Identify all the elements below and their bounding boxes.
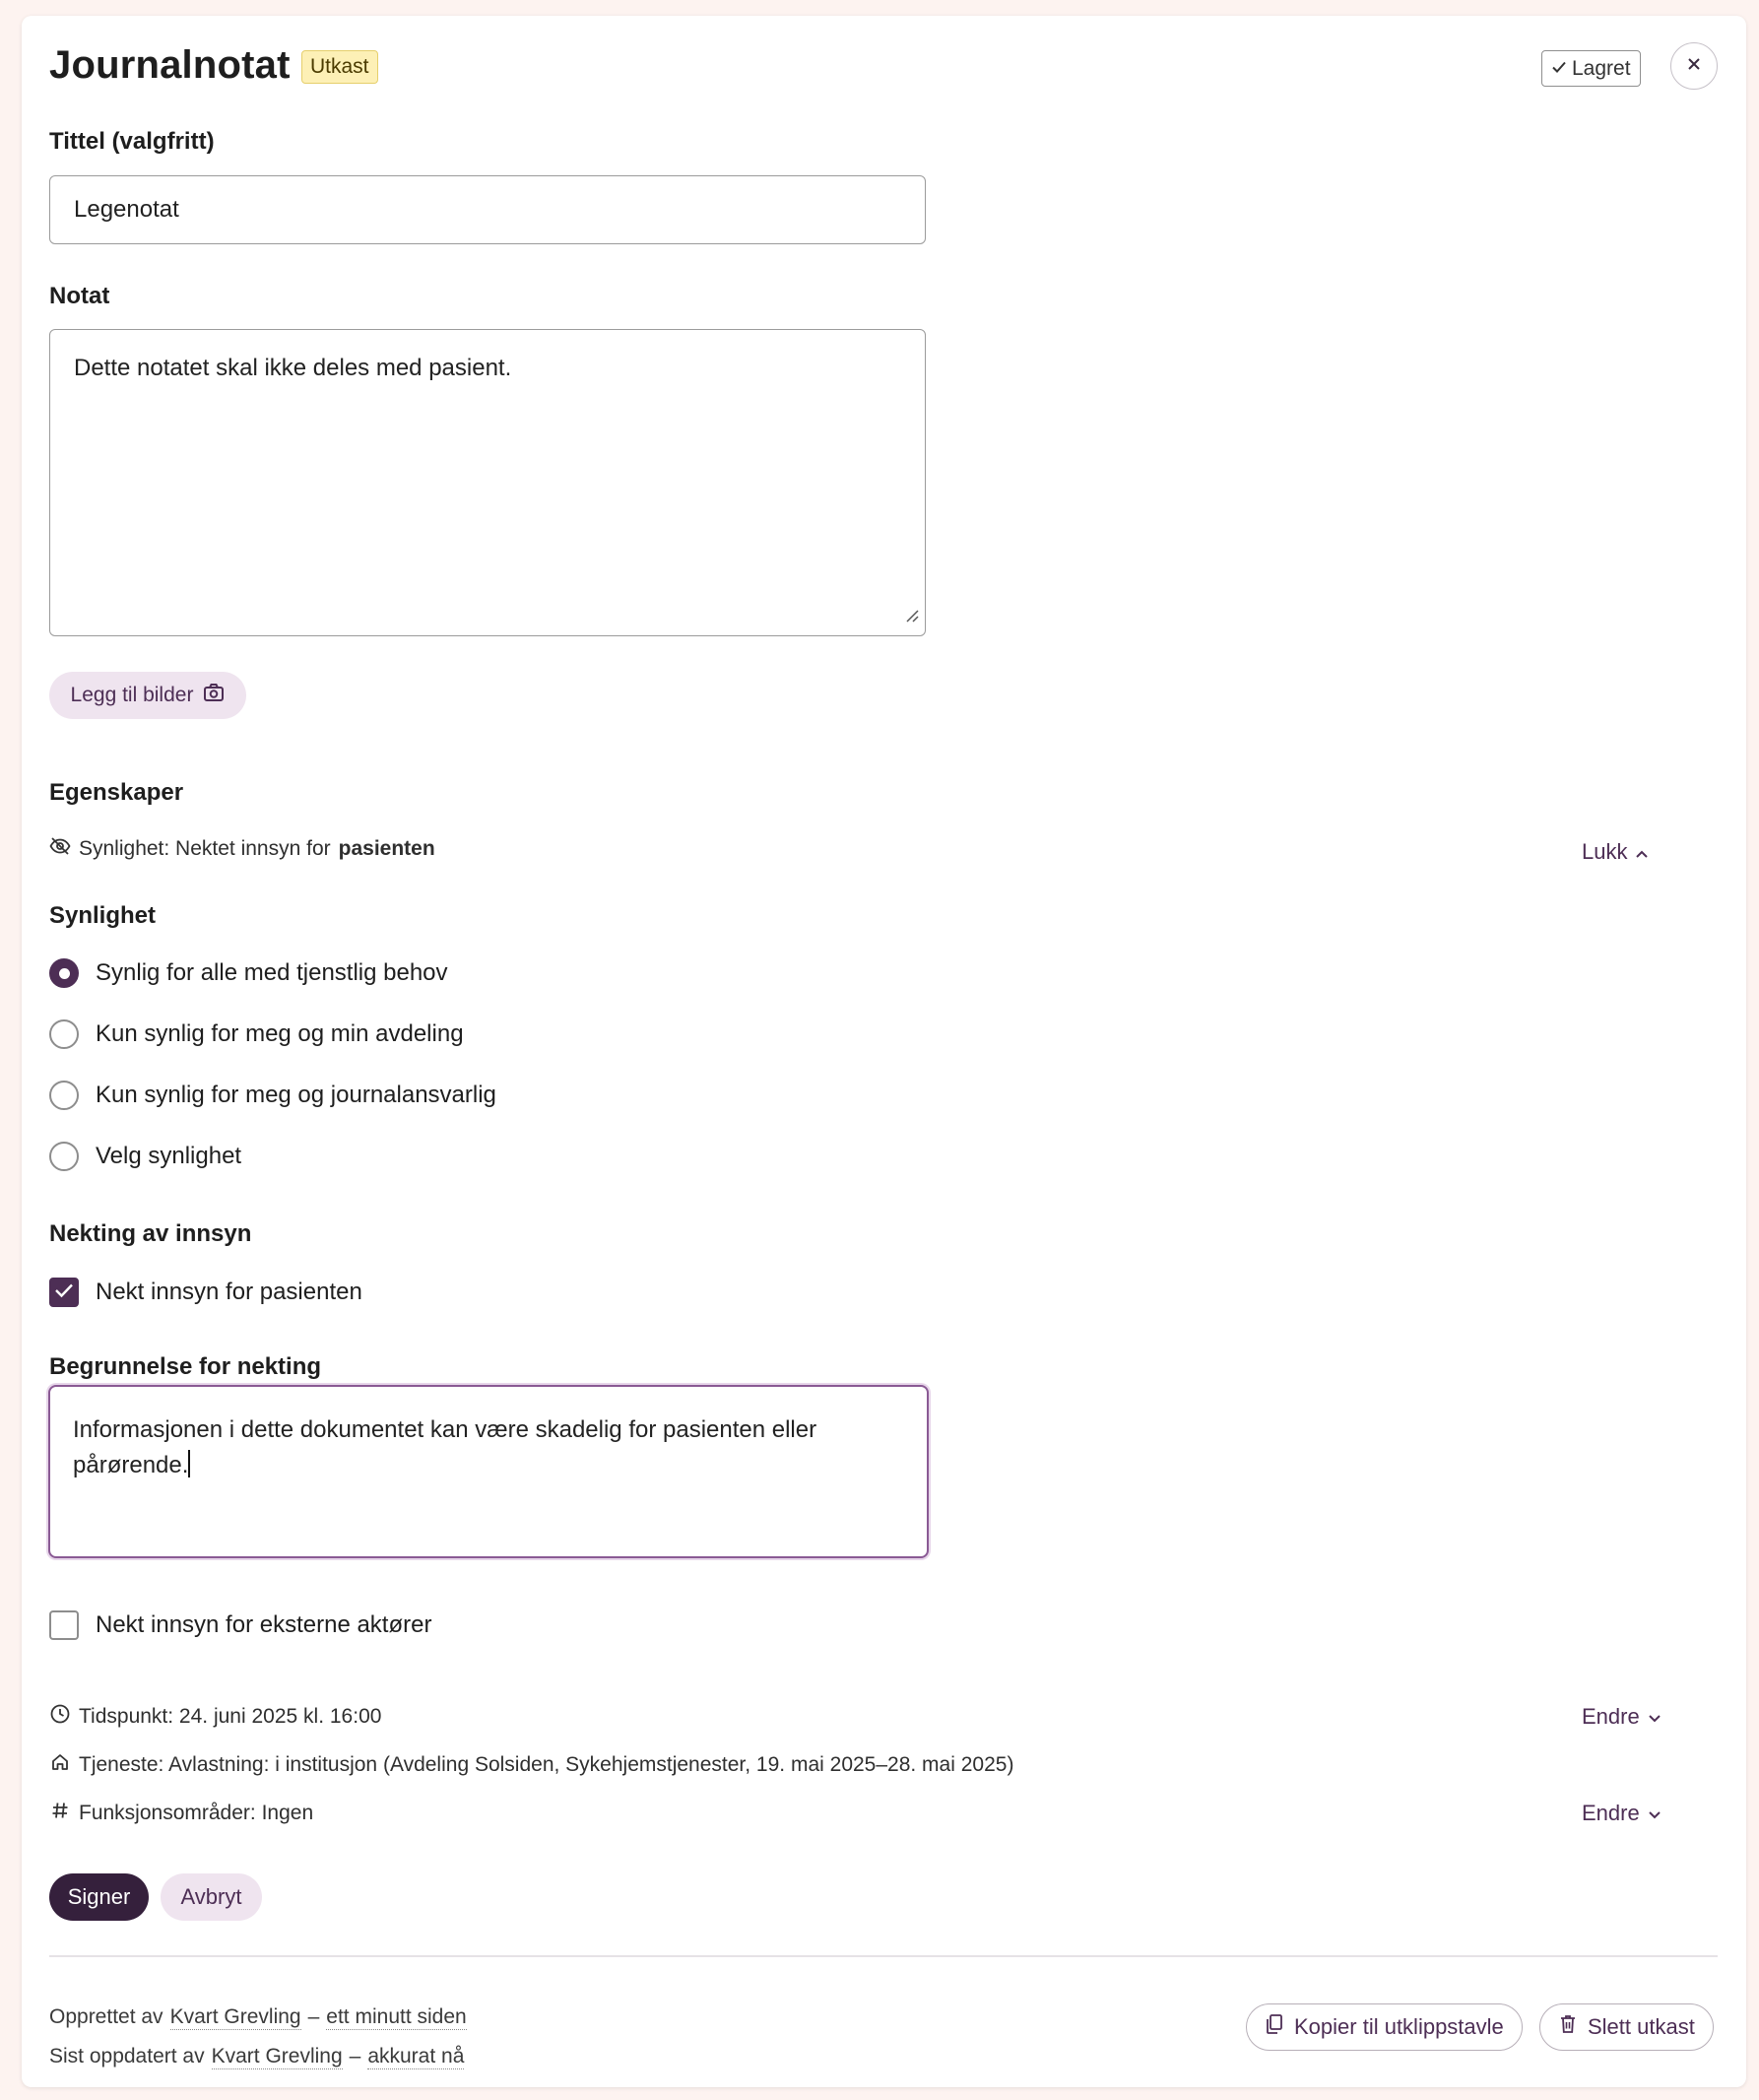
copy-to-clipboard-button[interactable] <box>1246 2003 1523 2051</box>
copy-icon <box>1265 2013 1284 2041</box>
change-label: Endre <box>1582 1704 1640 1729</box>
visibility-option[interactable] <box>49 1139 241 1174</box>
updated-info <box>49 2045 464 2069</box>
copy-label: Kopier til utklippstavle <box>1294 2014 1504 2039</box>
deny-external-label: Nekt innsyn for eksterne aktører <box>96 1611 432 1638</box>
reason-textarea[interactable] <box>48 1385 929 1558</box>
close-button[interactable] <box>1670 42 1718 90</box>
reason-textarea-value: Informasjonen i dette dokumentet kan være skadelig for pasienten eller pårørende. <box>73 1416 817 1478</box>
denial-heading: Nekting av innsyn <box>49 1220 252 1247</box>
reason-field-label: Begrunnelse for nekting <box>49 1353 322 1380</box>
home-icon <box>49 1751 71 1779</box>
check-icon <box>54 1282 74 1303</box>
page-title: Journalnotat <box>49 43 291 87</box>
chevron-down-icon <box>1648 1704 1661 1730</box>
updated-prefix: Sist oppdatert av <box>49 2045 205 2067</box>
visibility-option-label: Velg synlighet <box>96 1143 242 1169</box>
cancel-button[interactable] <box>161 1873 262 1921</box>
updated-separator: – <box>349 2045 361 2067</box>
change-functions-button[interactable] <box>1582 1801 1661 1826</box>
check-icon <box>1551 57 1567 81</box>
time-meta-text: Tidspunkt: 24. juni 2025 kl. 16:00 <box>79 1705 382 1728</box>
title-input-value: Legenotat <box>74 196 179 223</box>
created-when: ett minutt siden <box>326 2005 467 2028</box>
change-time-button[interactable] <box>1582 1704 1661 1730</box>
collapse-properties-button[interactable] <box>1582 839 1649 865</box>
deny-external-option[interactable] <box>49 1608 431 1643</box>
text-cursor <box>188 1450 190 1477</box>
add-images-button[interactable] <box>49 672 246 719</box>
note-textarea[interactable] <box>49 329 926 636</box>
sign-button[interactable] <box>49 1873 149 1921</box>
visibility-option[interactable] <box>49 1078 496 1113</box>
saved-status <box>1541 50 1641 87</box>
functions-meta-text: Funksjonsområder: Ingen <box>79 1802 314 1824</box>
note-field-label: Notat <box>49 283 110 309</box>
created-info <box>49 2005 467 2030</box>
delete-label: Slett utkast <box>1588 2014 1695 2039</box>
deny-patient-checkbox[interactable] <box>49 1278 79 1307</box>
visibility-summary <box>49 837 435 861</box>
functions-meta <box>49 1800 313 1827</box>
journal-note-card <box>22 16 1746 2087</box>
visibility-heading: Synlighet <box>49 902 157 929</box>
properties-heading: Egenskaper <box>49 779 184 806</box>
title-input[interactable] <box>49 175 926 244</box>
visibility-option-label: Synlig for alle med tjenstlig behov <box>96 959 448 986</box>
resize-handle-icon[interactable] <box>903 602 919 629</box>
clock-icon <box>49 1703 71 1731</box>
title-field-label: Tittel (valgfritt) <box>49 128 215 155</box>
created-separator: – <box>307 2005 320 2028</box>
footer-divider <box>49 1955 1718 1957</box>
time-meta <box>49 1703 381 1731</box>
sign-label: Signer <box>67 1884 131 1909</box>
service-meta <box>49 1751 1013 1779</box>
cancel-label: Avbryt <box>180 1884 242 1909</box>
deny-patient-option[interactable] <box>49 1275 362 1310</box>
service-meta-text: Tjeneste: Avlastning: i institusjon (Avdeling Solsiden, Sykehjemstjenester, 19. mai 2025–28. mai 2025) <box>79 1753 1014 1776</box>
chevron-up-icon <box>1635 839 1649 865</box>
visibility-option[interactable] <box>49 1017 464 1052</box>
note-textarea-value: Dette notatet skal ikke deles med pasient. <box>74 355 512 381</box>
change-label: Endre <box>1582 1801 1640 1825</box>
trash-icon <box>1558 2013 1578 2041</box>
draft-badge: Utkast <box>301 50 378 84</box>
close-icon <box>1686 56 1702 77</box>
visibility-option-label: Kun synlig for meg og min avdeling <box>96 1020 464 1047</box>
delete-draft-button[interactable] <box>1539 2003 1714 2051</box>
created-prefix: Opprettet av <box>49 2005 163 2028</box>
hash-icon <box>49 1800 71 1827</box>
visibility-summary-target: pasienten <box>338 837 435 860</box>
updated-when: akkurat nå <box>367 2045 465 2067</box>
visibility-option-label: Kun synlig for meg og journalansvarlig <box>96 1082 496 1108</box>
add-images-label: Legg til bilder <box>70 684 194 706</box>
deny-external-checkbox[interactable] <box>49 1610 79 1640</box>
collapse-label: Lukk <box>1582 839 1628 864</box>
deny-patient-label: Nekt innsyn for pasienten <box>96 1279 362 1305</box>
visibility-radio[interactable] <box>49 1019 79 1049</box>
eye-off-icon <box>49 837 71 861</box>
updated-by-link[interactable]: Kvart Grevling <box>211 2045 343 2067</box>
chevron-down-icon <box>1648 1801 1661 1826</box>
visibility-radio[interactable] <box>49 1142 79 1171</box>
visibility-option[interactable] <box>49 955 448 991</box>
visibility-radio-selected[interactable] <box>49 958 79 988</box>
camera-icon <box>203 683 225 708</box>
saved-label: Lagret <box>1572 56 1631 80</box>
created-by-link[interactable]: Kvart Grevling <box>169 2005 301 2028</box>
visibility-summary-prefix: Synlighet: Nektet innsyn for <box>79 837 331 860</box>
visibility-radio[interactable] <box>49 1081 79 1110</box>
